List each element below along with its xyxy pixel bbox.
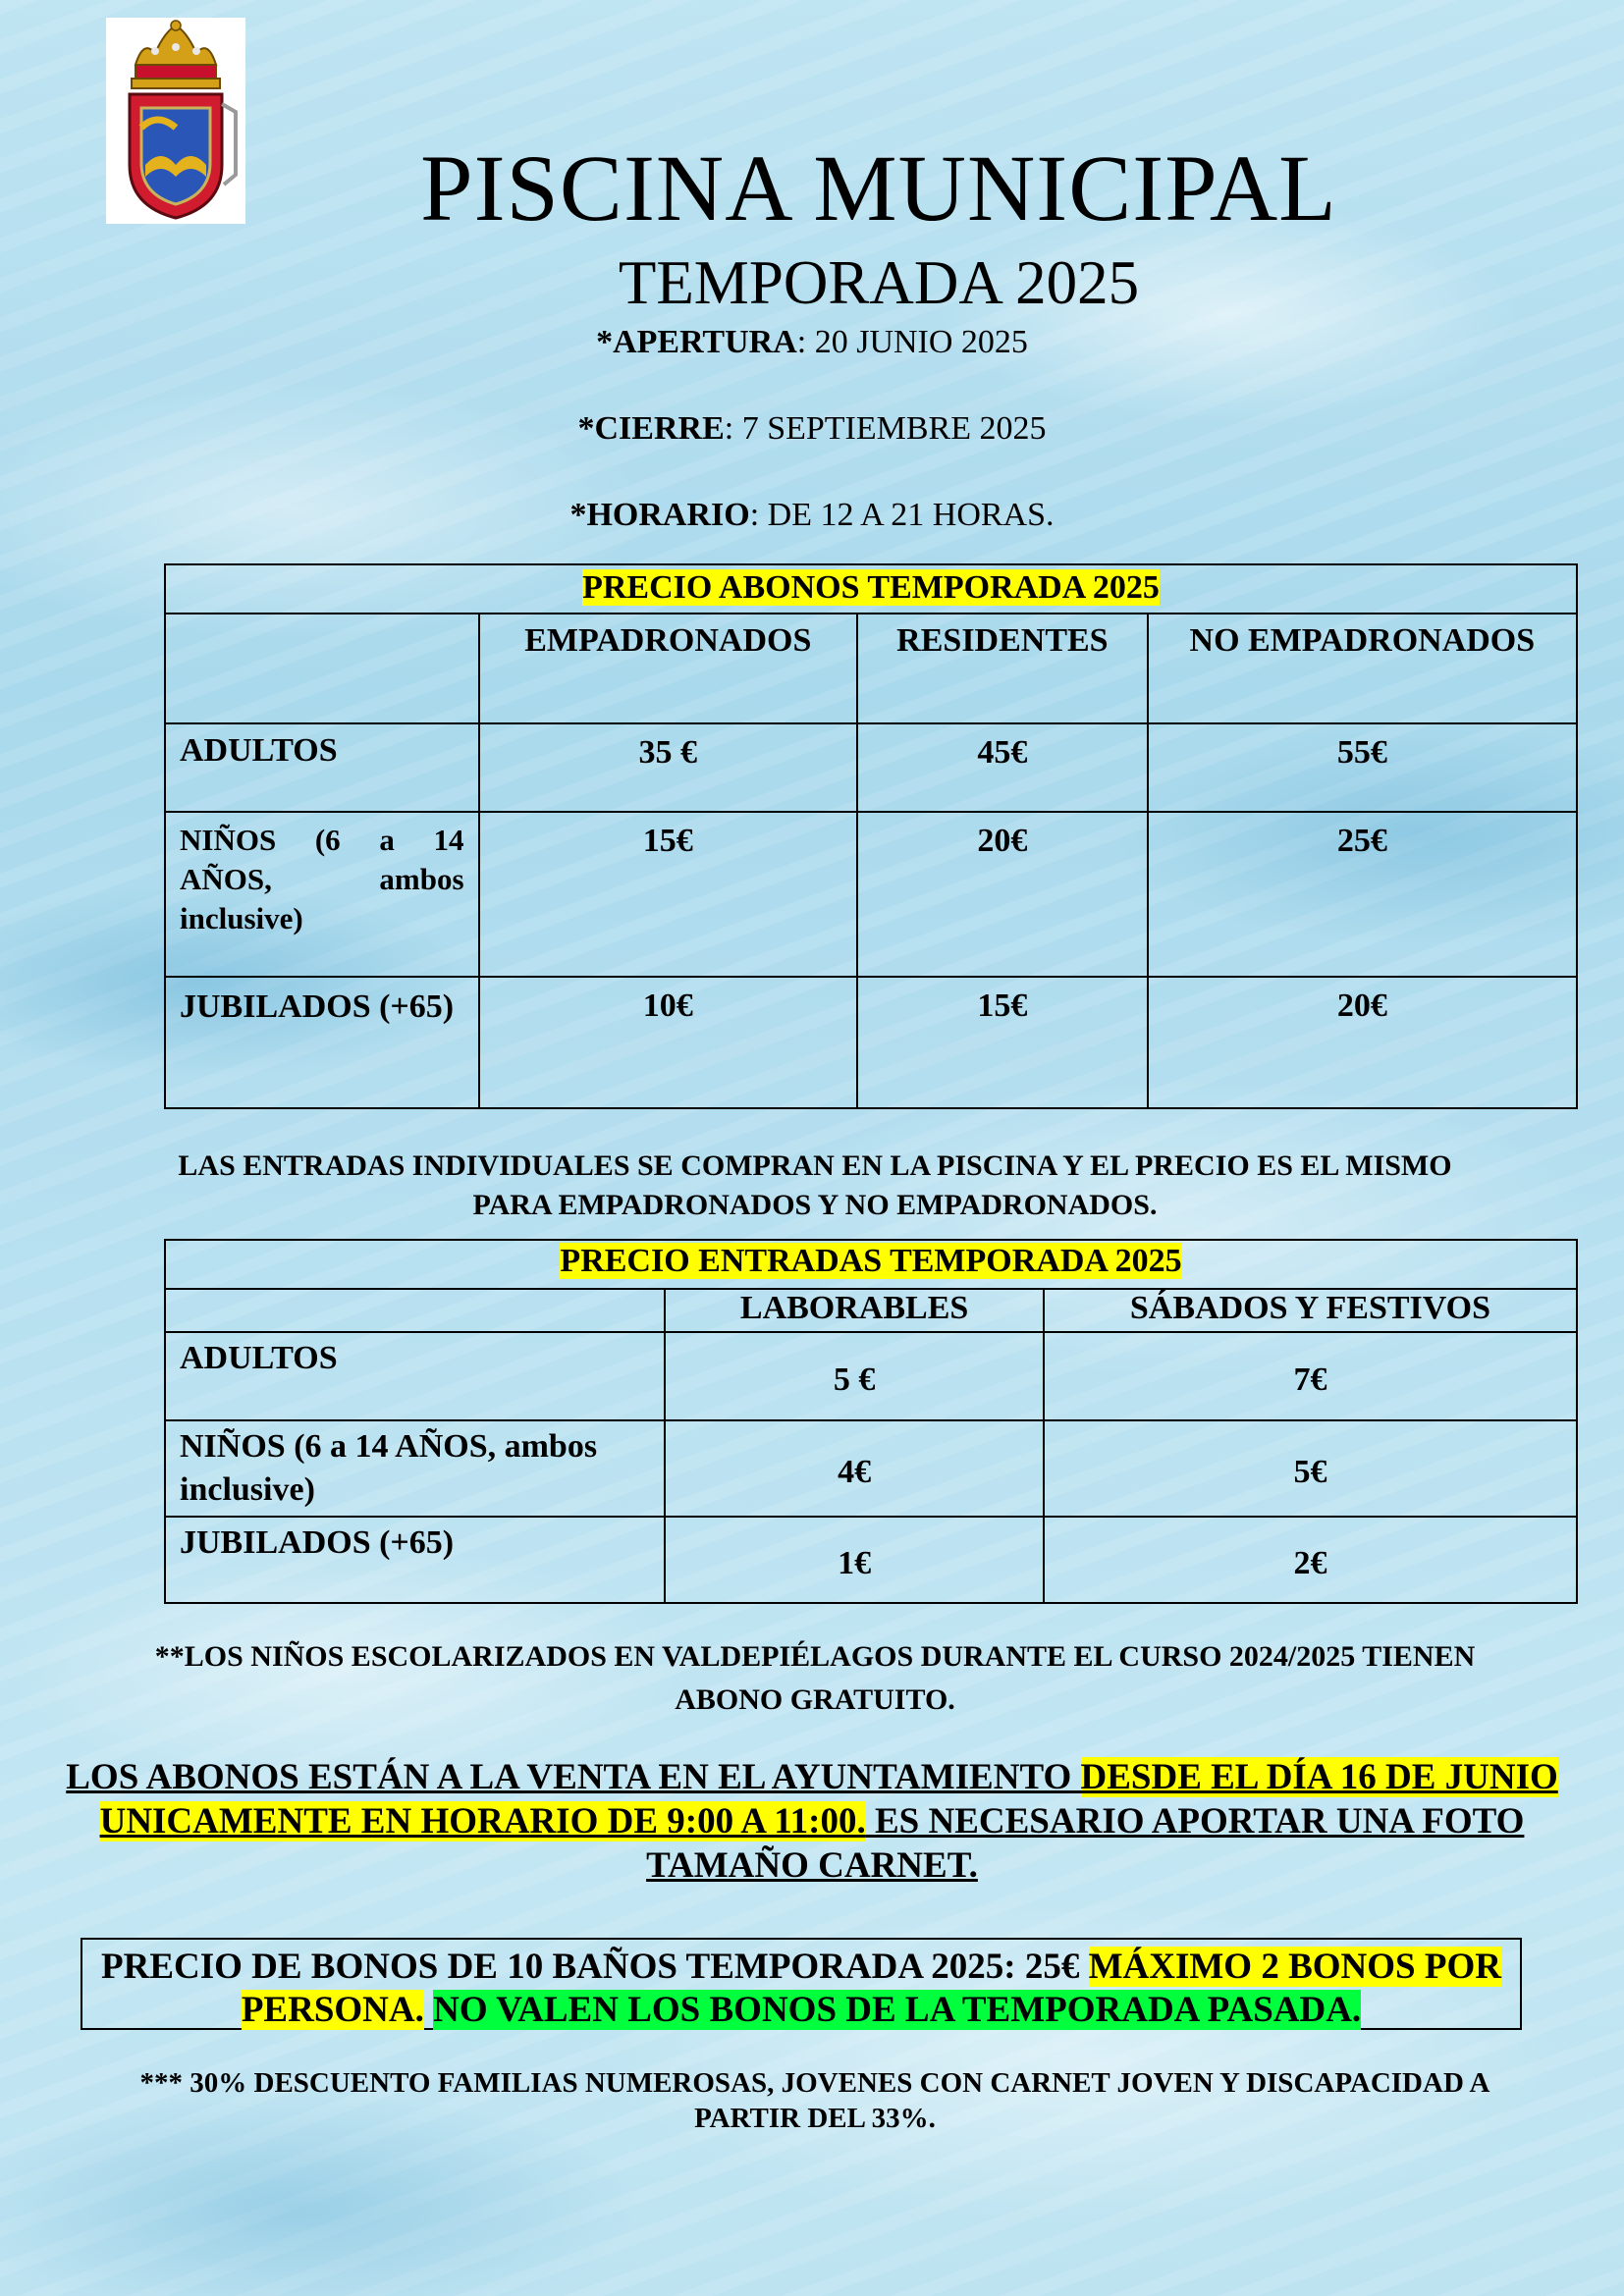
price-cell: 2€ [1044,1517,1577,1603]
table-row [165,1517,1577,1603]
price-cell: 4€ [665,1420,1044,1517]
row-header: JUBILADOS (+65) [165,1517,665,1603]
table-row [165,1420,1577,1517]
price-cell: 45€ [857,723,1148,812]
abonos-table-title-cell [165,564,1577,614]
row-header: JUBILADOS (+65) [165,977,479,1108]
price-cell: 25€ [1148,812,1577,977]
price-cell: 55€ [1148,723,1577,812]
price-cell: 5€ [1044,1420,1577,1517]
abonos-table-title: PRECIO ABONOS TEMPORADA 2025 [582,569,1160,606]
bonos-validity-highlight: NO VALEN LOS BONOS DE LA TEMPORADA PASADA. [433,1990,1362,2030]
price-cell: 20€ [857,812,1148,977]
price-cell: 1€ [665,1517,1044,1603]
apertura-line [0,324,1624,361]
price-cell: 15€ [479,812,858,977]
note-entradas: LAS ENTRADAS INDIVIDUALES SE COMPRAN EN LA PISCINA Y EL PRECIO ES EL MISMO PARA EMPADRONADOS Y NO EMPADRONADOS. [178,1149,1452,1221]
price-cell: 10€ [479,977,858,1108]
column-header: LABORABLES [665,1289,1044,1332]
row-header: ADULTOS [165,723,479,812]
entradas-price-table [164,1239,1578,1604]
apertura-value: : 20 JUNIO 2025 [796,324,1028,360]
row-header: ADULTOS [165,1332,665,1420]
column-header: RESIDENTES [857,614,1148,723]
sales-requirement: ES NECESARIO APORTAR UNA FOTO TAMAÑO CARNET. [646,1801,1525,1886]
cierre-label: *CIERRE [577,410,725,447]
table-corner-cell [165,1289,665,1332]
note-escolarizados: **LOS NIÑOS ESCOLARIZADOS EN VALDEPIÉLAGOS DURANTE EL CURSO 2024/2025 TIENEN ABONO GRATUITO. [154,1640,1476,1716]
horario-value: : DE 12 A 21 HORAS. [749,497,1055,533]
abonos-price-table [164,563,1578,1109]
column-header: EMPADRONADOS [479,614,858,723]
discount-note: *** 30% DESCUENTO FAMILIAS NUMEROSAS, JOVENES CON CARNET JOVEN Y DISCAPACIDAD A PARTIR DEL 33%. [139,2067,1490,2134]
shield-icon [130,94,236,218]
column-header: NO EMPADRONADOS [1148,614,1577,723]
municipal-crest-logo [106,18,245,224]
row-header: NIÑOS (6 a 14 AÑOS, ambos inclusive) [165,812,479,977]
table-row [165,812,1577,977]
bonos-notice-box [81,1938,1522,2030]
table-row [165,977,1577,1108]
entradas-table-title-cell [165,1240,1577,1289]
bonos-max-highlight: MÁXIMO 2 BONOS POR PERSONA. [241,1947,1501,2030]
price-cell: 35 € [479,723,858,812]
table-row [165,1332,1577,1420]
apertura-label: *APERTURA [596,324,797,360]
sales-notice [59,1755,1565,1888]
price-cell: 7€ [1044,1332,1577,1420]
horario-label: *HORARIO [569,497,750,533]
page-title: PISCINA MUNICIPAL [420,135,1337,240]
bonos-price-text: PRECIO DE BONOS DE 10 BAÑOS TEMPORADA 2025: 25€ [101,1947,1089,1987]
column-header: SÁBADOS Y FESTIVOS [1044,1289,1577,1332]
crown-icon [132,21,220,88]
price-cell: 20€ [1148,977,1577,1108]
cierre-value: : 7 SEPTIEMBRE 2025 [724,410,1047,447]
table-corner-cell [165,614,479,723]
entradas-table-title: PRECIO ENTRADAS TEMPORADA 2025 [560,1243,1182,1279]
sales-date-highlight: DESDE EL DÍA 16 DE JUNIO UNICAMENTE EN HORARIO DE 9:00 A 11:00. [99,1757,1558,1842]
page-subtitle: TEMPORADA 2025 [618,248,1140,317]
cierre-line [0,410,1624,448]
table-row [165,723,1577,812]
row-header: NIÑOS (6 a 14 AÑOS, ambos inclusive) [165,1420,665,1517]
price-cell: 15€ [857,977,1148,1108]
price-cell: 5 € [665,1332,1044,1420]
horario-line [0,497,1624,534]
sales-text: LOS ABONOS ESTÁN A LA VENTA EN EL AYUNTAMIENTO [66,1757,1081,1797]
